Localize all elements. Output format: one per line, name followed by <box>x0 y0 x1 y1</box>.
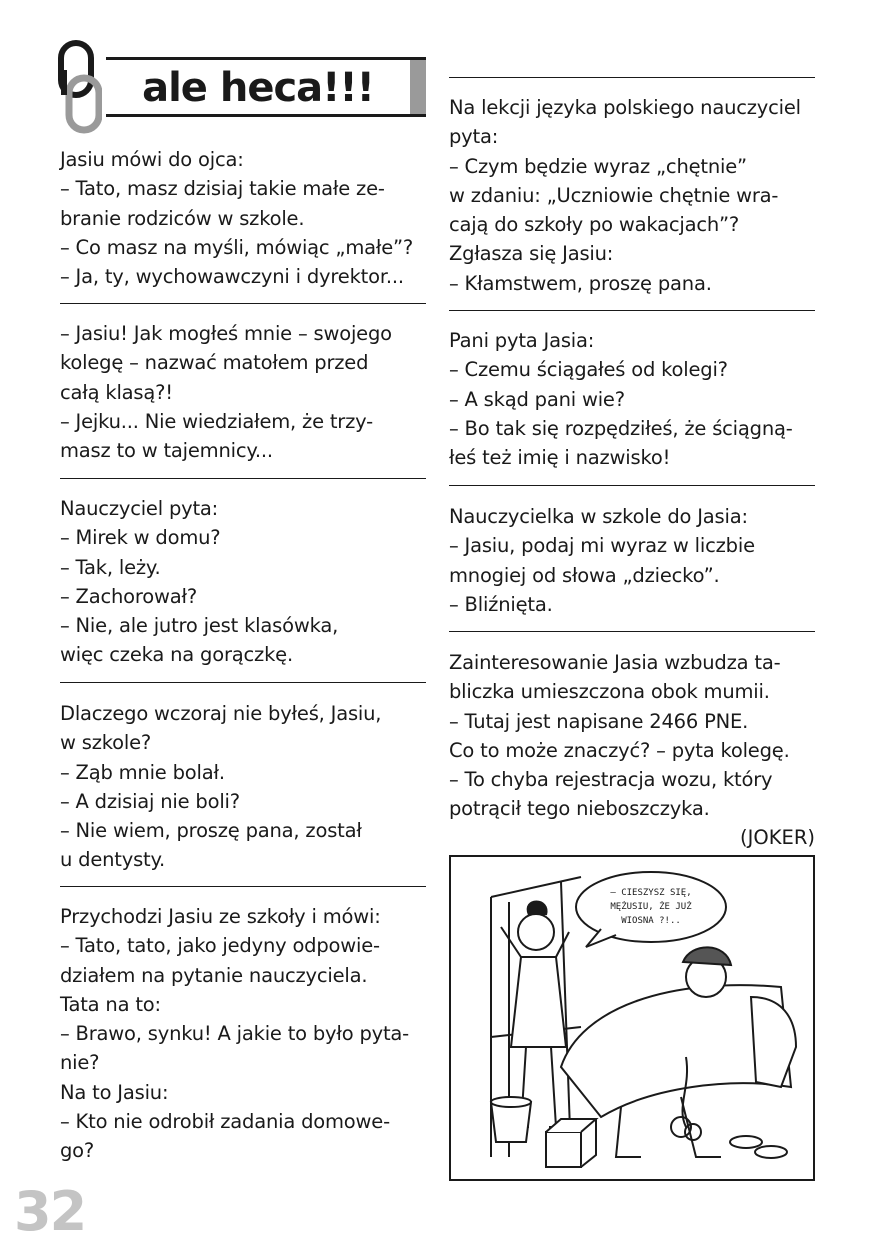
joke-line: – Nie, ale jutro jest klasówka, <box>60 614 339 638</box>
joke-line: Nauczyciel pyta: <box>60 497 219 520</box>
joke-line: – Jasiu! Jak mogłeś mnie – swojego <box>60 322 392 345</box>
joke-line: więc czeka na gorączkę. <box>60 643 293 667</box>
joke-line: pyta: <box>449 125 499 149</box>
joke-line: kolegę – nazwać matołem przed <box>60 351 369 375</box>
joke-line: – Czym będzie wyraz „chętnie” <box>449 154 747 178</box>
joke-line: nie? <box>60 1051 100 1075</box>
chain-link-logo-icon <box>58 40 102 134</box>
cartoon-illustration <box>449 855 815 1181</box>
joke-line: – Brawo, synku! A jakie to było pyta- <box>60 1022 410 1046</box>
joke-line: – To chyba rejestracja wozu, który <box>449 768 773 792</box>
joke-line: Nauczycielka w szkole do Jasia: <box>449 505 748 528</box>
joke-divider <box>60 478 426 479</box>
joke-line: – Bliźnięta. <box>449 592 553 616</box>
joke-line: Tata na to: <box>60 992 161 1016</box>
speech-line: – CIESZYSZ SIĘ, <box>610 888 692 898</box>
joke-left-3 <box>60 494 426 670</box>
joke-line: branie rodziców w szkole. <box>60 206 305 230</box>
source-credit: (JOKER) <box>740 826 815 849</box>
joke-left-2 <box>60 319 426 465</box>
joke-left-5 <box>60 902 426 1166</box>
joke-line: cają do szkoły po wakacjach”? <box>449 213 740 237</box>
title-banner <box>106 57 426 117</box>
joke-line: – Tak, leży. <box>60 555 161 579</box>
joke-line: – Zachorował? <box>60 584 197 608</box>
joke-right-4 <box>449 648 815 824</box>
cartoon-drawing <box>451 857 813 1179</box>
speech-line: WIOSNA ?!.. <box>621 916 681 926</box>
joke-divider <box>449 310 815 311</box>
joke-line: działem na pytanie nauczyciela. <box>60 963 368 987</box>
joke-line: – Ja, ty, wychowawczyni i dyrektor... <box>60 265 404 289</box>
joke-line: – Tutaj jest napisane 2466 PNE. <box>449 709 749 733</box>
joke-line: – Kłamstwem, proszę pana. <box>449 271 712 295</box>
joke-right-1 <box>449 93 815 298</box>
joke-divider <box>60 886 426 887</box>
page-number: 32 <box>14 1180 86 1243</box>
joke-divider <box>449 485 815 486</box>
joke-divider <box>449 77 815 78</box>
joke-line: – Bo tak się rozpędziłeś, że ściągną- <box>449 416 793 440</box>
joke-line: go? <box>60 1139 95 1163</box>
joke-line: – Co masz na myśli, mówiąc „małe”? <box>60 235 414 259</box>
joke-line: w zdaniu: „Uczniowie chętnie wra- <box>449 183 779 207</box>
joke-line: – Tato, tato, jako jedyny odpowie- <box>60 934 380 958</box>
joke-line: – Nie wiem, proszę pana, został <box>60 819 362 843</box>
joke-line: Zgłasza się Jasiu: <box>449 242 614 266</box>
joke-line: u dentysty. <box>60 848 166 872</box>
joke-line: całą klasą?! <box>60 380 173 404</box>
joke-line: Co to może znaczyć? – pyta kolegę. <box>449 738 790 762</box>
joke-line: potrącił tego nieboszczyka. <box>449 797 710 821</box>
joke-line: mnogiej od słowa „dziecko”. <box>449 563 720 587</box>
joke-line: Na lekcji języka polskiego nauczyciel <box>449 96 801 119</box>
joke-line: łeś też imię i nazwisko! <box>449 446 671 470</box>
joke-line: w szkole? <box>60 731 152 755</box>
joke-line: masz to w tajemnicy... <box>60 439 273 463</box>
joke-line: Zainteresowanie Jasia wzbudza ta- <box>449 651 781 674</box>
joke-right-2 <box>449 326 815 472</box>
joke-line: – Tato, masz dzisiaj takie małe ze- <box>60 177 385 201</box>
joke-line: – Jejku... Nie wiedziałem, że trzy- <box>60 409 373 433</box>
page-title: ale heca!!! <box>142 65 374 111</box>
speech-line: MĘŻUSIU, ŻE JUŻ <box>610 902 692 912</box>
joke-line: – A dzisiaj nie boli? <box>60 789 240 813</box>
joke-line: bliczka umieszczona obok mumii. <box>449 680 770 704</box>
joke-divider <box>60 682 426 683</box>
joke-line: – Jasiu, podaj mi wyraz w liczbie <box>449 534 755 558</box>
joke-left-1 <box>60 145 426 291</box>
joke-line: Jasiu mówi do ojca: <box>60 148 244 171</box>
joke-divider <box>60 303 426 304</box>
joke-line: Dlaczego wczoraj nie byłeś, Jasiu, <box>60 702 382 725</box>
title-accent-bar <box>410 60 426 114</box>
joke-line: – A skąd pani wie? <box>449 387 625 411</box>
joke-line: – Kto nie odrobił zadania domowe- <box>60 1110 390 1134</box>
joke-line: Pani pyta Jasia: <box>449 329 595 352</box>
joke-line: Przychodzi Jasiu ze szkoły i mówi: <box>60 905 381 928</box>
joke-right-3 <box>449 502 815 619</box>
joke-line: – Mirek w domu? <box>60 526 221 550</box>
joke-left-4 <box>60 699 426 875</box>
joke-line: – Czemu ściągałeś od kolegi? <box>449 358 728 382</box>
joke-line: – Ząb mnie bolał. <box>60 760 225 784</box>
joke-divider <box>449 631 815 632</box>
joke-line: Na to Jasiu: <box>60 1080 169 1104</box>
